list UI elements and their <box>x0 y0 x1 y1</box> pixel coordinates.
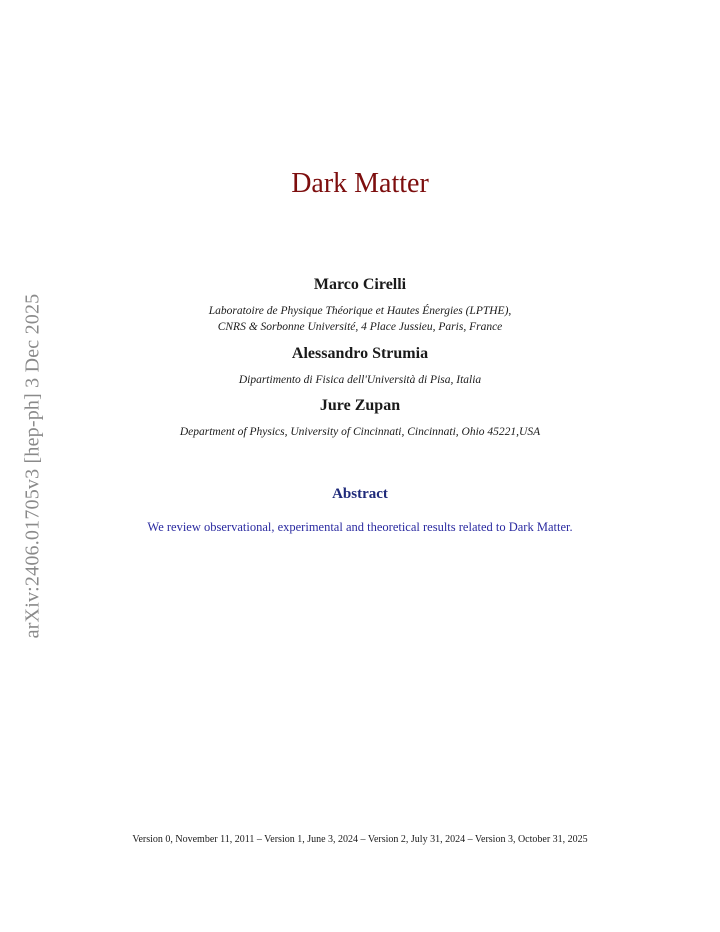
abstract-heading: Abstract <box>332 486 388 502</box>
author-affiliation: Laboratoire de Physique Théorique et Hautes Énergies (LPTHE), <box>208 305 512 317</box>
author-affiliation: CNRS & Sorbonne Université, 4 Place Jussieu, Paris, France <box>217 321 503 333</box>
author-name: Marco Cirelli <box>313 276 407 293</box>
author-name: Jure Zupan <box>319 397 401 414</box>
arxiv-identifier: arXiv:2406.01705v3 [hep-ph] 3 Dec 2025 <box>21 293 44 639</box>
paper-title: Dark Matter <box>291 168 429 199</box>
abstract-text: We review observational, experimental and theoretical results related to Dark Matter. <box>147 520 573 534</box>
version-history: Version 0, November 11, 2011 – Version 1, June 3, 2024 – Version 2, July 31, 2024 – Version 3, October 31, 2025 <box>132 834 588 845</box>
author-affiliation: Department of Physics, University of Cincinnati, Cincinnati, Ohio 45221,USA <box>179 426 541 438</box>
author-affiliation: Dipartimento di Fisica dell'Università di Pisa, Italia <box>238 374 482 386</box>
author-name: Alessandro Strumia <box>291 345 429 362</box>
